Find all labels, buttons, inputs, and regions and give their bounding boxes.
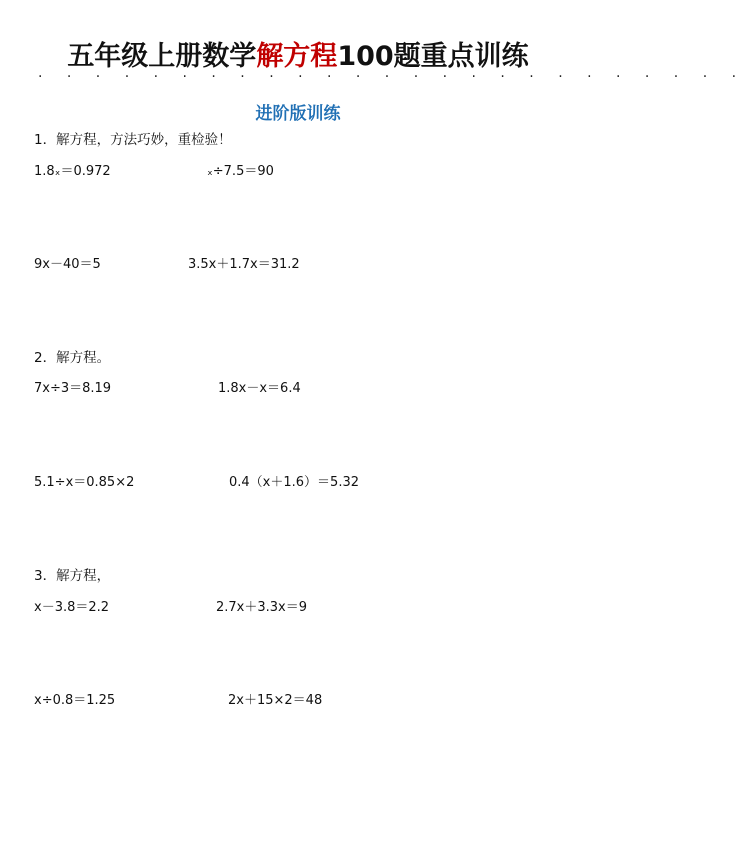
equation-3-1: x－3.8＝2.2: [34, 600, 110, 615]
page-title: [0, 34, 596, 73]
equation-3-4: 2x＋15×2＝48: [228, 693, 323, 708]
section-1-heading: 1．解方程，方法巧妙，重检验！: [34, 132, 232, 148]
equation-1-1: 1.8ₓ＝0.972: [34, 164, 111, 179]
subtitle: 进阶版训练: [255, 104, 341, 124]
equation-2-2: 1.8x－x＝6.4: [218, 381, 301, 396]
title-highlight: 解方程: [256, 41, 338, 72]
equation-1-3: 9x－40＝5: [34, 257, 101, 272]
equation-1-4: 3.5x＋1.7x＝31.2: [188, 257, 300, 272]
title-part-1: 五年级上册数学: [67, 41, 257, 72]
equation-1-2: ₓ÷7.5＝90: [207, 164, 274, 179]
section-3-heading: 3．解方程，: [34, 568, 111, 584]
equation-2-3: 5.1÷x＝0.85×2: [34, 475, 135, 490]
equation-2-1: 7x÷3＝8.19: [34, 381, 112, 396]
equation-2-4: 0.4（x＋1.6）＝5.32: [229, 475, 359, 490]
section-2-heading: 2．解方程。: [34, 350, 111, 366]
equation-3-3: x÷0.8＝1.25: [34, 693, 116, 708]
equation-3-2: 2.7x＋3.3x＝9: [216, 600, 308, 615]
title-part-3: 100题重点训练: [337, 41, 529, 72]
dotted-divider: · · · · · · · · · · · · · · · · · · · · · · · · ·: [38, 69, 746, 85]
